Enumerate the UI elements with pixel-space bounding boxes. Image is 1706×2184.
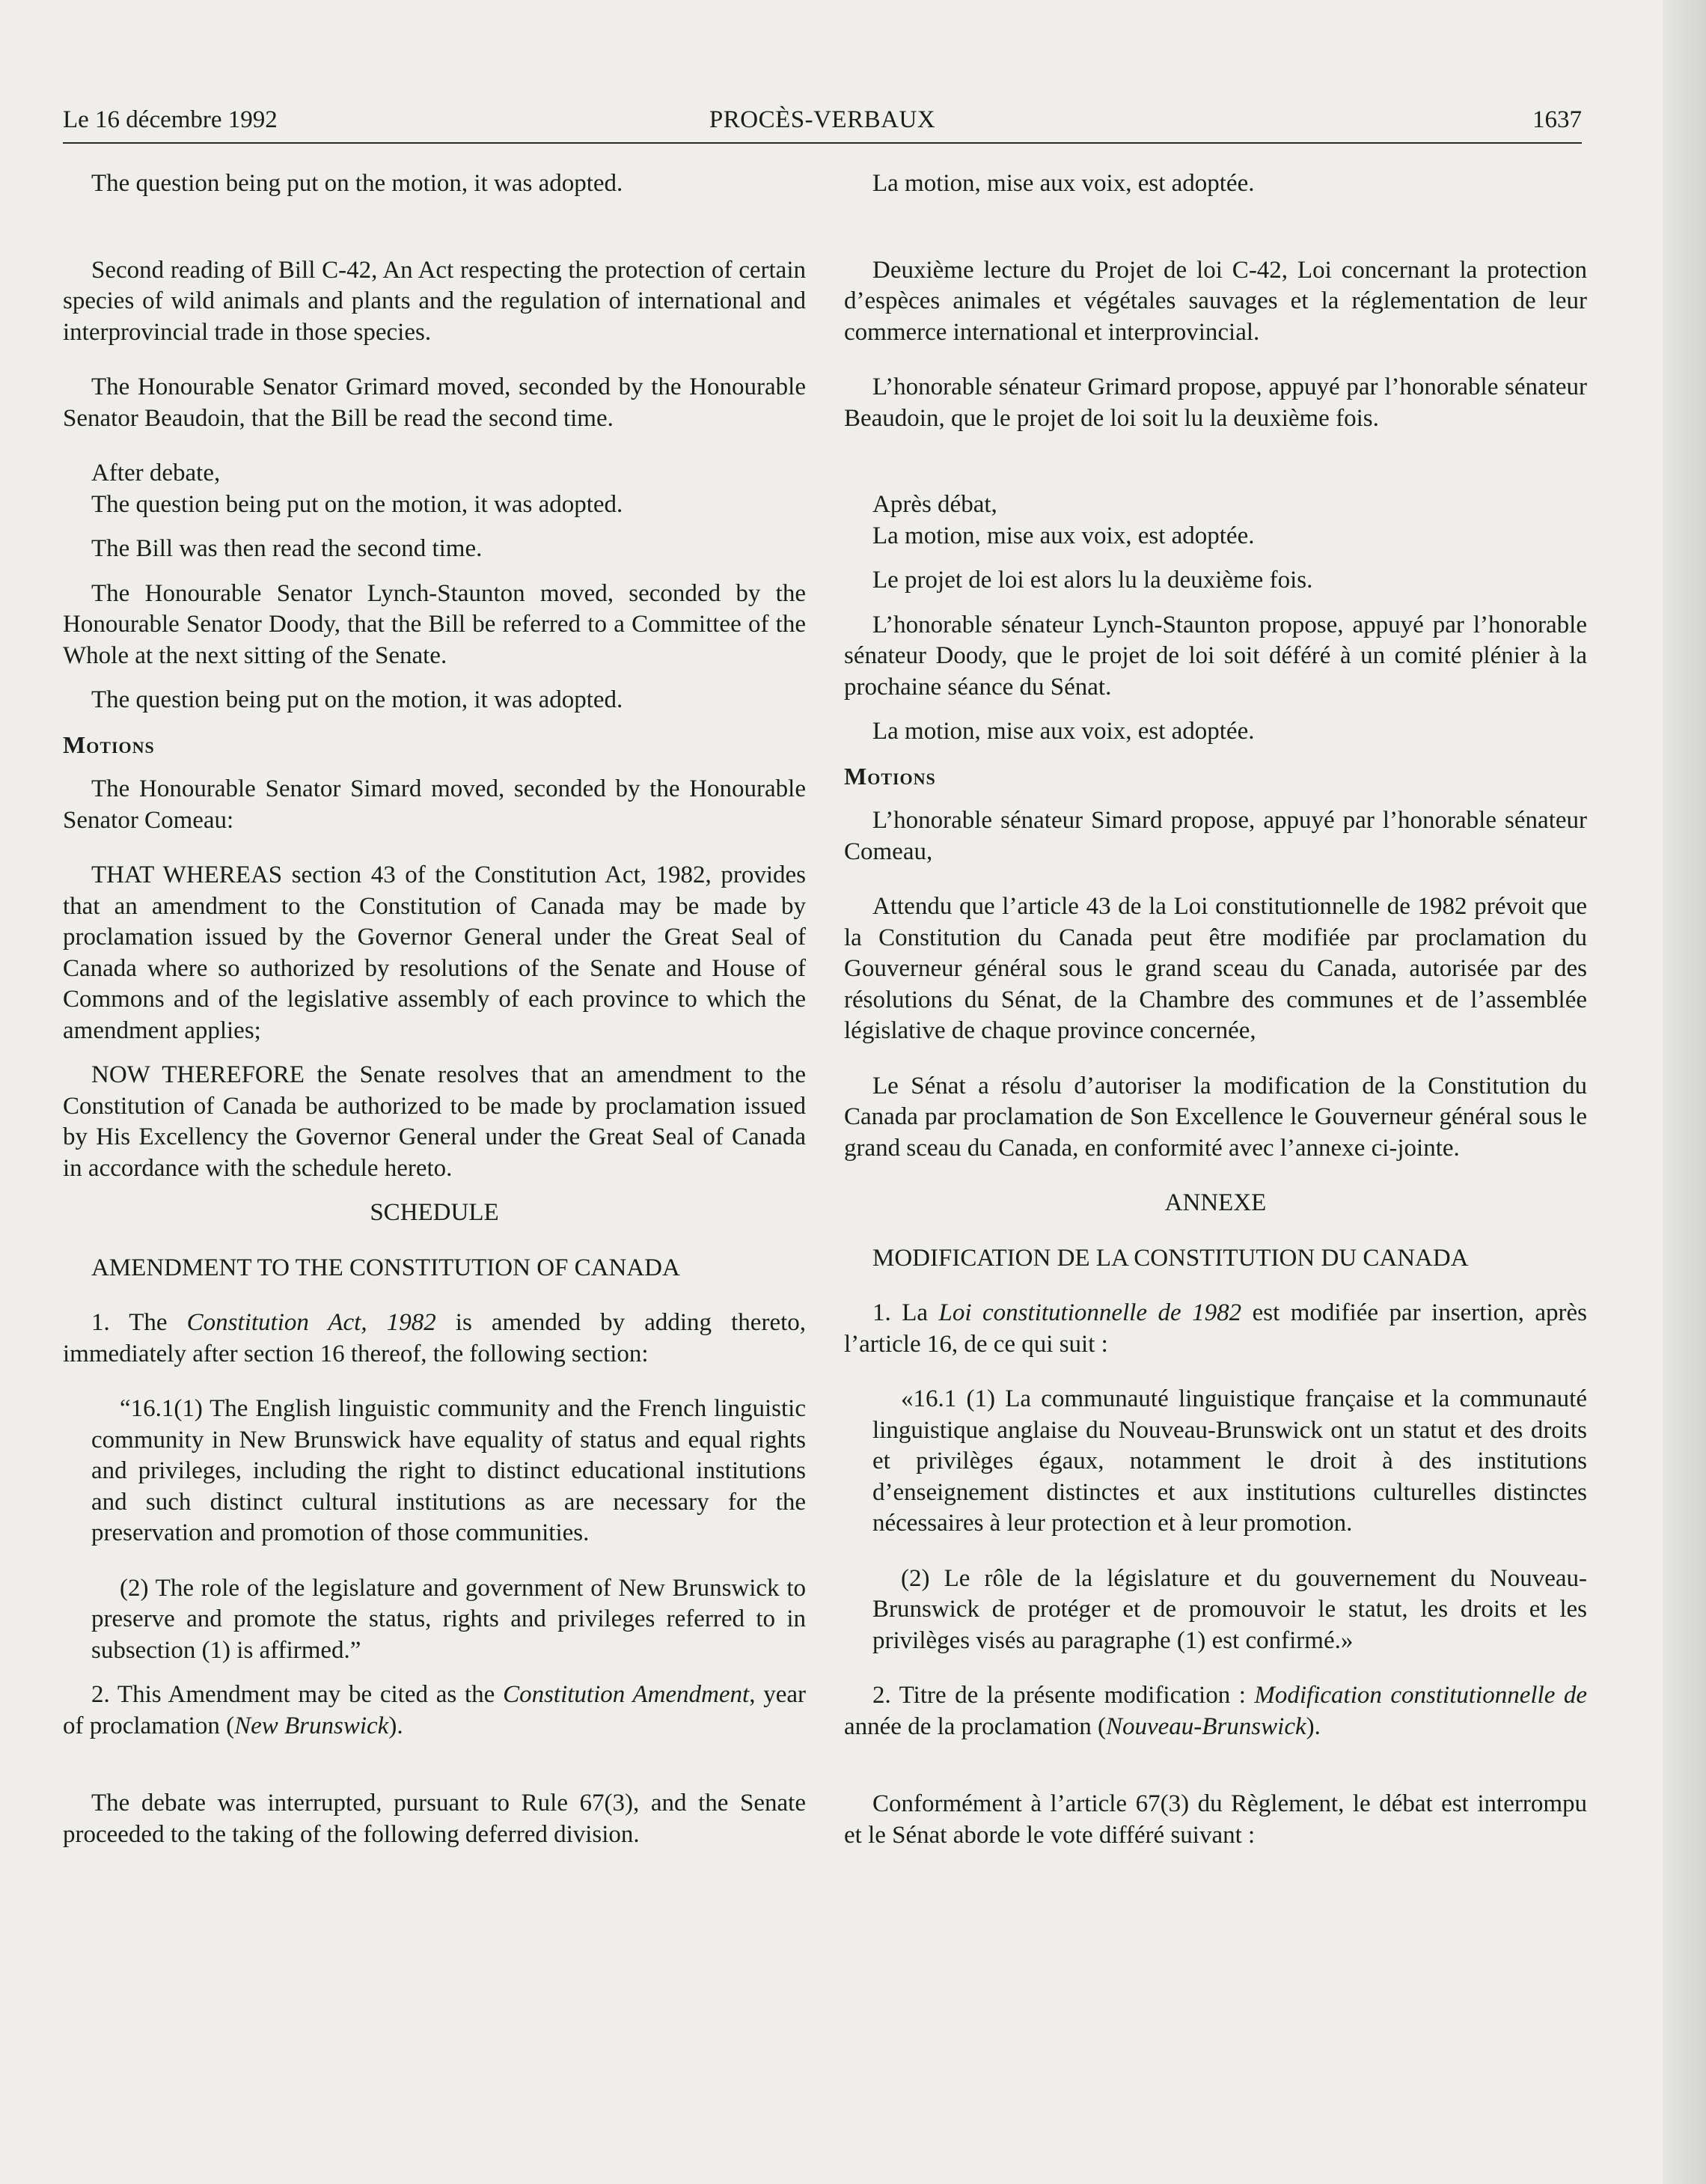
paragraph: NOW THEREFORE the Senate resolves that an amendment to the Constitution of Canada be authorized to be made by proclamation issued by His Excellency the Governor General under the Great Seal of Canada in accordance with the schedule hereto.: [63, 1061, 806, 1182]
paragraph: L’honorable sénateur Simard propose, appuyé par l’honorable sénateur Comeau,: [844, 807, 1587, 865]
paragraph: Conformément à l’article 67(3) du Règlement, le débat est interrompu et le Sénat aborde le vote différé suivant :: [844, 1790, 1587, 1849]
paragraph: After debate,: [91, 460, 221, 486]
paragraph: 1. La Loi constitutionnelle de 1982 est modifiée par insertion, après l’article 16, de ce qui suit :: [844, 1299, 1587, 1358]
paragraph: The question being put on the motion, it was adopted.: [91, 170, 623, 197]
paragraph: La motion, mise aux voix, est adoptée.: [872, 718, 1255, 745]
quoted-section: (2) Le rôle de la législature et du gouvernement du Nouveau-Brunswick de protéger et de promouvoir le statut, les droits et les privilèges visés au paragraphe (1) est confirmé.»: [872, 1564, 1587, 1654]
amendment-heading: MODIFICATION DE LA CONSTITUTION DU CANADA: [872, 1244, 1469, 1272]
schedule-heading: SCHEDULE: [370, 1199, 499, 1226]
quoted-section: «16.1 (1) La communauté linguistique française et la communauté linguistique anglaise du Nouveau-Brunswick ont un statut et des droits et privilèges égaux, notamment le droit à des institutions d’enseignement distinctes et aux institutions culturelles distinctes nécessaires à leur protection et à leur promotion.: [872, 1385, 1587, 1537]
paragraph: The Honourable Senator Grimard moved, seconded by the Honourable Senator Beaudoin, that the Bill be read the second time.: [63, 373, 806, 432]
paragraph: L’honorable sénateur Grimard propose, appuyé par l’honorable sénateur Beaudoin, que le projet de loi soit lu la deuxième fois.: [844, 373, 1587, 432]
header-title: PROCÈS-VERBAUX: [709, 106, 936, 133]
paragraph: Après débat,: [872, 491, 997, 518]
english-column: [63, 168, 806, 1850]
page-number: 1637: [1532, 106, 1582, 133]
paragraph: La motion, mise aux voix, est adoptée.: [872, 170, 1255, 197]
paragraph: The Honourable Senator Simard moved, seconded by the Honourable Senator Comeau:: [63, 775, 806, 834]
french-column: [844, 168, 1587, 1851]
paragraph: Second reading of Bill C-42, An Act respecting the protection of certain species of wild animals and plants and the regulation of international and interprovincial trade in those species.: [63, 256, 806, 346]
paragraph: Attendu que l’article 43 de la Loi constitutionnelle de 1982 prévoit que la Constitution du Canada peut être modifiée par proclamation du Gouverneur général sous le grand sceau du Canada, autorisée par des résolutions du Sénat, de la Chambre des communes et de l’assemblée législative de chaque province concernée,: [844, 893, 1587, 1044]
paragraph: The question being put on the motion, it was adopted.: [91, 490, 623, 518]
running-header: [63, 103, 1582, 144]
paragraph: 1. The Constitution Act, 1982 is amended by adding thereto, immediately after section 16 thereof, the following section:: [63, 1309, 807, 1367]
paragraph: The question being put on the motion, it was adopted.: [91, 686, 623, 713]
schedule-heading: ANNEXE: [1164, 1189, 1267, 1216]
paragraph: Le projet de loi est alors lu la deuxième fois.: [872, 567, 1313, 594]
paragraph: The Bill was then read the second time.: [91, 535, 483, 562]
page-edge-shadow: [1663, 0, 1706, 2184]
paragraph: L’honorable sénateur Lynch-Staunton propose, appuyé par l’honorable sénateur Doody, que le projet de loi soit déféré à un comité plénier à la prochaine séance du Sénat.: [844, 611, 1587, 701]
paragraph: 2. This Amendment may be cited as the Constitution Amendment, year of proclamation (New Brunswick).: [63, 1681, 806, 1739]
quoted-section: (2) The role of the legislature and government of New Brunswick to preserve and promote the status, rights and privileges referred to in subsection (1) is affirmed.”: [91, 1574, 806, 1664]
quoted-section: “16.1(1) The English linguistic community and the French linguistic community in New Brunswick have equality of status and equal rights and privileges, including the right to distinct educational institutions and such distinct cultural institutions as are necessary for the preservation and promotion of those communities.: [91, 1395, 806, 1546]
section-heading: Motions: [844, 762, 936, 790]
amendment-heading: AMENDMENT TO THE CONSTITUTION OF CANADA: [91, 1254, 680, 1281]
paragraph: 2. Titre de la présente modification : Modification constitutionnelle de année de la proclamation (Nouveau-Brunswick).: [844, 1682, 1587, 1740]
section-heading: Motions: [63, 730, 155, 758]
paragraph: THAT WHEREAS section 43 of the Constitution Act, 1982, provides that an amendment to the Constitution of Canada may be made by proclamation issued by the Governor General under the Great Seal of Canada where so authorized by resolutions of the Senate and House of Commons and of the legislative assembly of each province to which the amendment applies;: [63, 861, 806, 1044]
paragraph: La motion, mise aux voix, est adoptée.: [872, 522, 1255, 549]
paragraph: The Honourable Senator Lynch-Staunton moved, seconded by the Honourable Senator Doody, that the Bill be referred to a Committee of the Whole at the next sitting of the Senate.: [63, 579, 806, 669]
header-date: Le 16 décembre 1992: [63, 106, 278, 133]
paragraph: Deuxième lecture du Projet de loi C-42, Loi concernant la protection d’espèces animales et végétales sauvages et la réglementation de leur commerce international et interprovincial.: [844, 256, 1587, 346]
paragraph: The debate was interrupted, pursuant to Rule 67(3), and the Senate proceeded to the taking of the following deferred division.: [63, 1790, 806, 1848]
paragraph: Le Sénat a résolu d’autoriser la modification de la Constitution du Canada par proclamation de Son Excellence le Gouverneur général sous le grand sceau du Canada, en conformité avec l’annexe ci-jointe.: [844, 1072, 1587, 1162]
